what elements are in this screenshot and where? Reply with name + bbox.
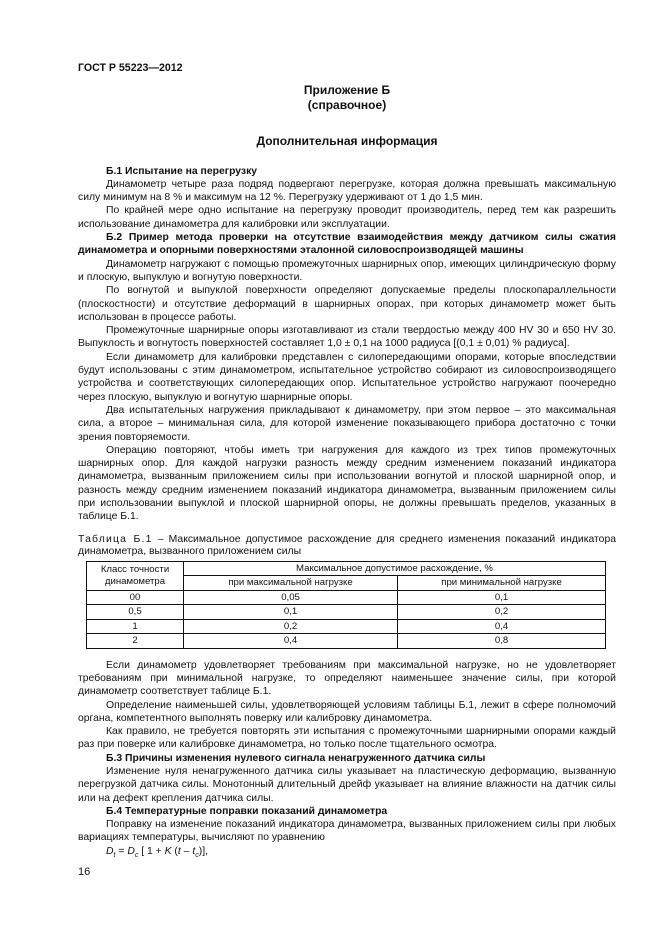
table-cell-class: 1 [87, 619, 184, 634]
paragraph: Определение наименьшей силы, удовлетворяющей условиям таблицы Б.1, лежит в сфере полномочий органа, компетентного выполнять поверку или калибровку динамометра. [78, 699, 616, 724]
annex-title: Приложение Б [303, 83, 391, 98]
document-title: Дополнительная информация [256, 134, 438, 149]
table-row [87, 619, 606, 634]
table-caption-text: – Максимальное допустимое расхождение для среднего изменения показаний индикатора динамометра, вызванного приложением силы [78, 533, 616, 558]
paragraph: Если динамометр для калибровки представлен с силопередающими опорами, которые впоследствии будут использованы с этим динамометром, испытательное устройство собирают из силовоспроизводящего устройства и соответствующих силопередающих опор. Испытательное устройство нагружают поочередно через плоскую, выпуклую и вогнутую шарнирные опоры. [78, 351, 616, 403]
table-cell-max: 0,2 [184, 619, 398, 634]
table-header-max: при максимальной нагрузке [184, 576, 398, 591]
table-cell-max: 0,05 [184, 590, 398, 605]
table-cell-min: 0,8 [398, 634, 606, 649]
table-cell-max: 0,4 [184, 634, 398, 649]
paragraph: Динамометр четыре раза подряд подвергают перегрузке, которая должна превышать максимальную силу минимум на 8 % и максимум на 12 %. Перегрузку удерживают от 1 до 1,5 мин. [78, 178, 616, 204]
paragraph: Если динамометр удовлетворяет требованиям при максимальной нагрузке, но не удовлетворяет требованиям при минимальной нагрузке, то определяют наименьшее значение силы, при которой динамометр соответствует таблице Б.1. [78, 659, 616, 698]
paragraph: Поправку на изменение показаний индикатора динамометра, вызванных приложением силы при любых вариациях температуры, вычисляют по уравнению [78, 819, 616, 844]
table-caption-label: Таблица Б.1 [78, 533, 153, 545]
table-cell-min: 0,1 [398, 590, 606, 605]
section-b1-heading: Б.1 Испытание на перегрузку [106, 165, 258, 177]
temperature-formula: $D_t = D_c$ [ 1 + K $(t - t_c)$], [106, 845, 208, 859]
table-cell-class: 2 [87, 634, 184, 649]
section-b4-heading: Б.4 Температурные поправки показаний динамометра [106, 805, 388, 817]
standard-number: ГОСТ Р 55223—2012 [78, 62, 183, 74]
paragraph: Операцию повторяют, чтобы иметь три нагружения для каждого из трех типов промежуточных шарнирных опор. Для каждой нагрузки разность между средним изменением показаний индикатора динамометра, вызванным приложением силы при использовании вогнутой и плоской шарнирной опор, и разность между средним изменением показаний индикатора динамометра, вызванным приложением силы при использовании выпуклой и плоской шарнирной опоры, не должны превышать пределов, указанных в таблице Б.1. [78, 444, 616, 523]
paragraph: Изменение нуля ненагруженного датчика силы указывает на пластическую деформацию, вызванную перегрузкой датчика силы. Монотонный длительный дрейф указывает на влияние влажности на датчик силы или на дефект крепления датчика силы. [78, 765, 616, 804]
paragraph: Промежуточные шарнирные опоры изготавливают из стали твердостью между 400 HV 30 и 650 HV 30. Выпуклость и вогнутость поверхностей составляет 1,0 ± 0,1 на 1000 радиуса [(0,1 ± 0,01) % радиуса]. [78, 325, 616, 350]
table-cell-min: 0,4 [398, 619, 606, 634]
paragraph: Динамометр нагружают с помощью промежуточных шарнирных опор, имеющих цилиндрическую форму и плоскую, выпуклую и вогнутую поверхности. [78, 258, 616, 283]
table-cell-class: 00 [87, 590, 184, 605]
table-header-class: Класс точности динамометра [87, 561, 184, 590]
section-b2-heading: Б.2 Пример метода проверки на отсутствие взаимодействия между датчиком силы сжатия динамометра и опорными поверхностями эталонной силовоспроизводящей машины [78, 232, 616, 257]
table-cell-class: 0,5 [87, 605, 184, 620]
page-number: 16 [78, 866, 91, 878]
table-caption [78, 534, 616, 559]
table-cell-min: 0,2 [398, 605, 606, 620]
paragraph: По вогнутой и выпуклой поверхности определяют допускаемые пределы плоскопараллельности (плоскостности) и отсутствие деформаций в шарнирных опорах, при которых динамометр может быть использован в процессе работы. [78, 285, 616, 323]
table-header-min: при минимальной нагрузке [398, 576, 606, 591]
annex-type: (справочное) [307, 98, 387, 113]
table-header-group: Максимальное допустимое расхождение, % [184, 561, 606, 576]
paragraph: Два испытательных нагружения прикладывают к динамометру, при этом первое – это максимальная сила, а второе – минимальная сила, для которой изменение показывающего прибора достаточно с точки зрения повторяемости. [78, 404, 616, 443]
table-cell-max: 0,1 [184, 605, 398, 620]
paragraph: Как правило, не требуется повторять эти испытания с промежуточными шарнирными опорами каждый раз при поверке или калибровке динамометра, но только после тщательного осмотра. [78, 726, 616, 751]
section-b3-heading: Б.3 Причины изменения нулевого сигнала ненагруженного датчика силы [106, 752, 486, 764]
table-row [87, 605, 606, 620]
document-page [78, 62, 616, 862]
paragraph: По крайней мере одно испытание на перегрузку проводит производитель, перед тем как разрешить использование динамометра для калибровки или эксплуатации. [78, 205, 616, 230]
table-row [87, 590, 606, 605]
tolerance-table [86, 561, 606, 649]
table-row [87, 634, 606, 649]
